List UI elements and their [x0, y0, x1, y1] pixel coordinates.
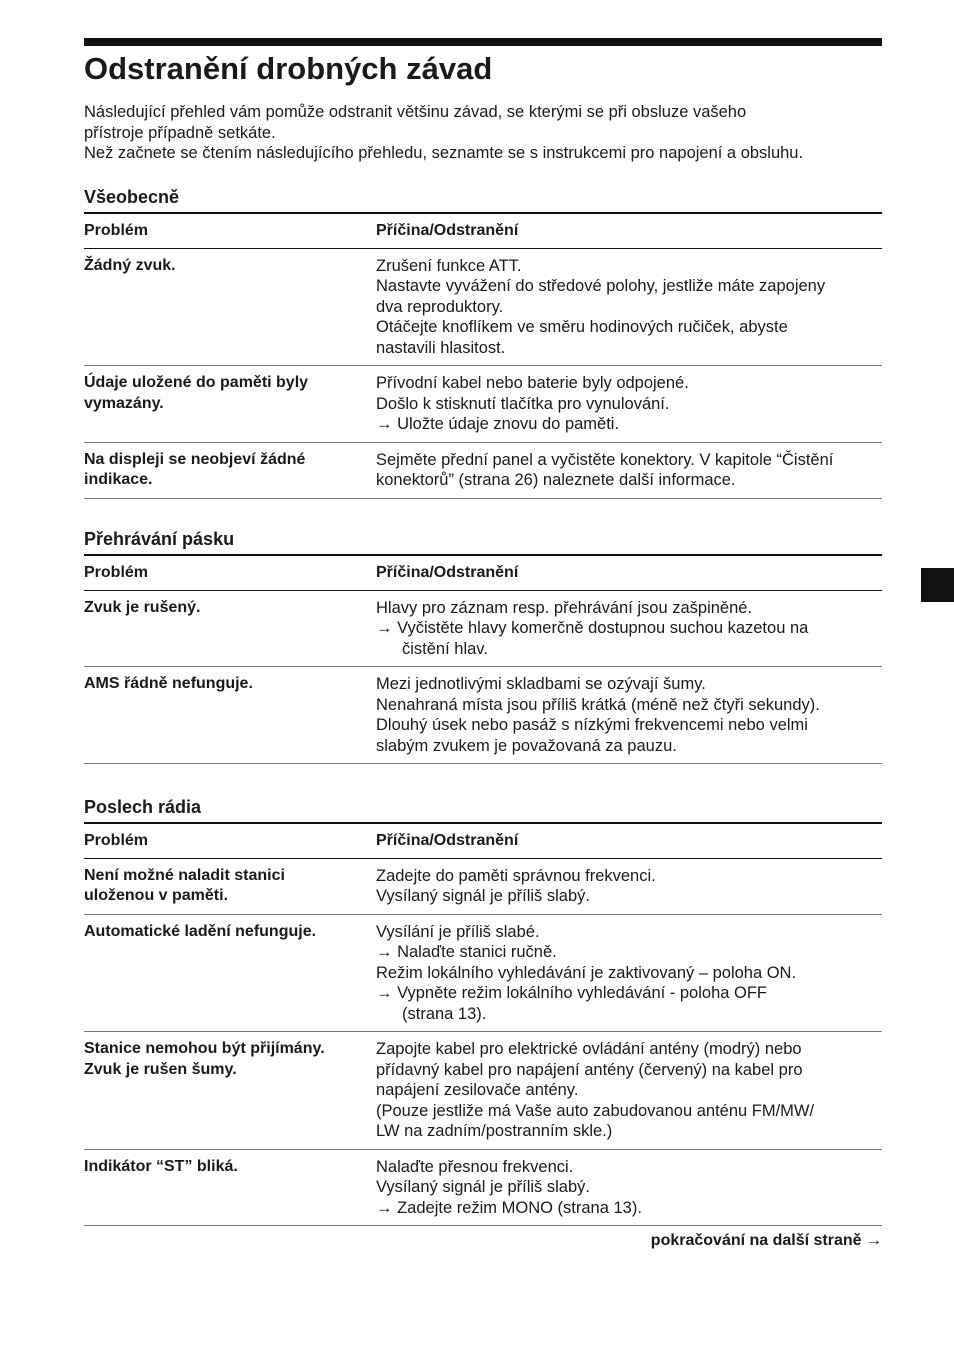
continued-footer: pokračování na další straně → — [650, 1232, 882, 1249]
table-header-row — [84, 213, 882, 248]
table-row — [84, 1149, 882, 1226]
table-row — [84, 590, 882, 667]
intro-line: přístroje případně setkáte. — [84, 123, 276, 142]
cause-cell — [376, 366, 882, 443]
section-title: Přehrávání pásku — [84, 529, 235, 549]
cause-line: Zrušení funkce ATT. — [376, 256, 522, 275]
cause-line: (Pouze jestliže má Vaše auto zabudovanou anténu FM/MW/ — [376, 1101, 815, 1120]
problem-text: indikace. — [84, 471, 153, 488]
cause-line: Dlouhý úsek nebo pasáž s nízkými frekvencemi nebo velmi — [376, 716, 808, 734]
cause-line: napájení zesilovače antény. — [376, 1081, 579, 1099]
cause-line: Režim lokálního vyhledávání je zaktivovaný – poloha ON. — [376, 963, 797, 982]
page-title: Odstranění drobných závad — [84, 51, 493, 86]
section-title: Poslech rádia — [84, 797, 202, 817]
table-row — [84, 366, 882, 443]
cause-line: Nalaďte přesnou frekvenci. — [376, 1157, 574, 1176]
cause-line: Hlavy pro záznam resp. přehrávání jsou zašpiněné. — [376, 598, 753, 617]
cause-line: → Vypněte režim lokálního vyhledávání - poloha OFF — [376, 984, 767, 1002]
cause-cell — [376, 667, 882, 764]
header-cause: Příčina/Odstranění — [376, 555, 882, 590]
problem-cell — [84, 442, 376, 498]
cause-cell — [376, 1032, 882, 1150]
cause-line: konektorů” (strana 26) naleznete další informace. — [376, 471, 736, 489]
table-row — [84, 667, 882, 764]
cause-line: Vysílaný signál je příliš slabý. — [376, 887, 590, 905]
cause-cell — [376, 914, 882, 1032]
cause-line: → Vyčistěte hlavy komerčně dostupnou suchou kazetou na — [376, 619, 809, 637]
problem-cell — [84, 248, 376, 366]
cause-cell — [376, 1149, 882, 1226]
troubleshooting-table — [84, 212, 882, 499]
problem-text: Indikátor “ST” bliká. — [84, 1157, 238, 1175]
cause-line: nastavili hlasitost. — [376, 338, 506, 357]
intro-line: Následující přehled vám pomůže odstranit většinu závad, se kterými se při obsluze vašeho — [84, 103, 747, 121]
cause-line: Zapojte kabel pro elektrické ovládání antény (modrý) nebo — [376, 1040, 802, 1058]
table-row — [84, 442, 882, 498]
problem-text: Zvuk je rušen šumy. — [84, 1060, 237, 1078]
cause-line: Nastavte vyvážení do středové polohy, jestliže máte zapojeny — [376, 277, 826, 295]
problem-text: vymazány. — [84, 394, 164, 412]
problem-text: Žádný zvuk. — [84, 256, 176, 274]
cause-line: slabým zvukem je považovaná za pauzu. — [376, 736, 677, 755]
table-row — [84, 914, 882, 1032]
cause-line: Zadejte do paměti správnou frekvenci. — [376, 866, 656, 885]
problem-text: Zvuk je rušený. — [84, 598, 201, 616]
troubleshooting-table — [84, 822, 882, 1226]
table-row — [84, 248, 882, 366]
problem-text: Stanice nemohou být přijímány. — [84, 1040, 325, 1057]
section-general — [84, 186, 882, 499]
table-header-row — [84, 555, 882, 590]
cause-line: Vysílání je příliš slabé. — [376, 922, 540, 941]
header-problem: Problém — [84, 555, 376, 590]
troubleshooting-table — [84, 554, 882, 764]
cause-line: čistění hlav. — [402, 639, 488, 658]
cause-line: Nenahraná místa jsou příliš krátká (méně než čtyři sekundy). — [376, 695, 820, 714]
problem-text: uloženou v paměti. — [84, 887, 229, 904]
cause-cell — [376, 442, 882, 498]
problem-cell — [84, 366, 376, 443]
header-problem: Problém — [84, 213, 376, 248]
header-cause: Příčina/Odstranění — [376, 213, 882, 248]
section-tape-playback — [84, 528, 882, 764]
cause-line: → Zadejte režim MONO (strana 13). — [376, 1198, 642, 1217]
problem-cell — [84, 1032, 376, 1150]
table-row — [84, 858, 882, 914]
cause-line: → Nalaďte stanici ručně. — [376, 943, 557, 961]
section-title: Všeobecně — [84, 187, 180, 207]
header-cause: Příčina/Odstranění — [376, 823, 882, 858]
problem-text: Údaje uložené do paměti byly — [84, 374, 309, 391]
problem-cell — [84, 914, 376, 1032]
header-problem: Problém — [84, 823, 376, 858]
problem-text: Není možné naladit stanici — [84, 866, 285, 884]
cause-line: Došlo k stisknutí tlačítka pro vynulování. — [376, 394, 670, 413]
problem-text: Na displeji se neobjeví žádné — [84, 450, 306, 468]
cause-line: Vysílaný signál je příliš slabý. — [376, 1178, 590, 1196]
cause-line: dva reproduktory. — [376, 297, 504, 316]
cause-line: LW na zadním/postranním skle.) — [376, 1122, 613, 1140]
problem-cell — [84, 858, 376, 914]
cause-line: přídavný kabel pro napájení antény (červený) na kabel pro — [376, 1060, 803, 1079]
intro-paragraph — [84, 102, 884, 164]
problem-text: Automatické ladění nefunguje. — [84, 922, 317, 940]
cause-cell — [376, 858, 882, 914]
cause-cell — [376, 248, 882, 366]
cause-line: Mezi jednotlivými skladbami se ozývají šumy. — [376, 675, 706, 693]
intro-line: Než začnete se čtením následujícího přehledu, seznamte se s instrukcemi pro napojení a obsluhu. — [84, 144, 804, 162]
cause-line: Přívodní kabel nebo baterie byly odpojené. — [376, 374, 689, 392]
problem-cell — [84, 667, 376, 764]
chapter-tab-marker — [921, 568, 954, 602]
cause-line: Otáčejte knoflíkem ve směru hodinových ručiček, abyste — [376, 318, 788, 336]
cause-line: (strana 13). — [402, 1004, 487, 1023]
title-rule — [84, 38, 882, 46]
cause-cell — [376, 590, 882, 667]
problem-text: AMS řádně nefunguje. — [84, 675, 253, 692]
problem-cell — [84, 590, 376, 667]
cause-line: Sejměte přední panel a vyčistěte konektory. V kapitole “Čistění — [376, 450, 834, 469]
table-row — [84, 1032, 882, 1150]
section-radio — [84, 796, 882, 1226]
cause-line: → Uložte údaje znovu do paměti. — [376, 415, 620, 433]
table-header-row — [84, 823, 882, 858]
problem-cell — [84, 1149, 376, 1226]
